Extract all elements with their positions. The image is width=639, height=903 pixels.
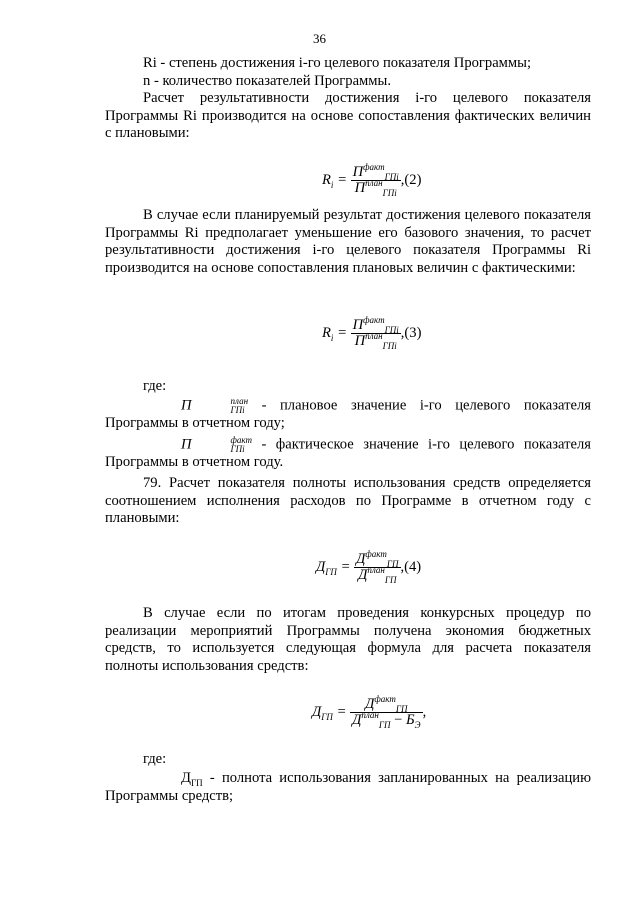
- formula-2-tag: ,(2): [400, 171, 422, 188]
- formula-4-lhs: $Д_{ГП}$: [316, 558, 337, 577]
- formula-2: [322, 162, 422, 198]
- formula-5-tag: ,: [422, 703, 427, 720]
- paragraph-economy-case: В случае если по итогам проведения конкурсных процедур по реализации мероприятий Программы получена экономия бюджетных средств, то используется следующая формула для расчета показателя полноты использования средств:: [105, 605, 591, 674]
- formula-2-lhs: $R_i$: [322, 171, 334, 190]
- definitions-top: [105, 55, 591, 90]
- formula-3-tag: ,(3): [400, 324, 422, 341]
- paragraph-result-calc: Расчет результативности достижения i-го целевого показателя Программы Ri производится на основе сопоставления фактических величин с плановыми:: [105, 90, 591, 141]
- def-fact-symbol: П факт ГПi: [181, 435, 253, 454]
- page-number: 36: [313, 31, 326, 46]
- formula-3-eq: =: [337, 324, 347, 341]
- formula-3: [322, 315, 422, 351]
- def-completeness-symbol: $Д_{ГП}$: [181, 770, 203, 788]
- formula-3-lhs: $R_i$: [322, 324, 334, 343]
- formula-5-eq: =: [336, 703, 347, 720]
- formula-4-eq: =: [340, 558, 351, 575]
- where-label-2: где:: [143, 751, 167, 767]
- paragraph-79: 79. Расчет показателя полноты использования средств определяется соотношением исполнения расходов по Программе в отчетном году с плановыми:: [105, 475, 591, 526]
- where-label-1: где:: [143, 378, 167, 394]
- formula-2-eq: =: [337, 171, 347, 188]
- formula-5-fraction: $\frac{Д^{факт}_{ГП}}{Д^{план}_{ГП} - Б_Э}$: [352, 694, 421, 730]
- formula-4-tag: ,(4): [400, 558, 422, 575]
- formula-4-fraction: $\frac{Д^{факт}_{ГП}}{Д^{план}_{ГП}}$: [356, 549, 399, 585]
- formula-4: [316, 549, 422, 585]
- formula-2-fraction: $\frac{П^{факт}_{ГПi}}{П^{план}_{ГПi}}$: [352, 162, 399, 198]
- def-ri: Ri - степень достижения i-го целевого показателя Программы;: [143, 55, 532, 71]
- formula-5-lhs: $Д_{ГП}$: [312, 703, 333, 722]
- def-fact-value: П факт ГПi - фактическое значение i-го целевого показателя Программы в отчетном году.: [105, 435, 591, 470]
- def-n: n - количество показателей Программы.: [143, 72, 391, 89]
- def-completeness: $Д_{ГП}$ - полнота использования запланированных на реализацию Программы средств;: [105, 770, 591, 804]
- paragraph-decrease-case: В случае если планируемый результат достижения целевого показателя Программы Ri предполагает уменьшение его базового значения, то расчет результативности достижения i-го целевого показателя Программы Ri производится на основе сопоставления плановых величин с фактическими:: [105, 207, 591, 276]
- formula-5: [312, 694, 427, 730]
- formula-3-fraction: $\frac{П^{факт}_{ГПi}}{П^{план}_{ГПi}}$: [352, 315, 399, 351]
- def-plan-value: П план ГПi - плановое значение i-го целевого показателя Программы в отчетном году;: [105, 396, 591, 431]
- def-plan-symbol: П план ГПi: [181, 396, 249, 415]
